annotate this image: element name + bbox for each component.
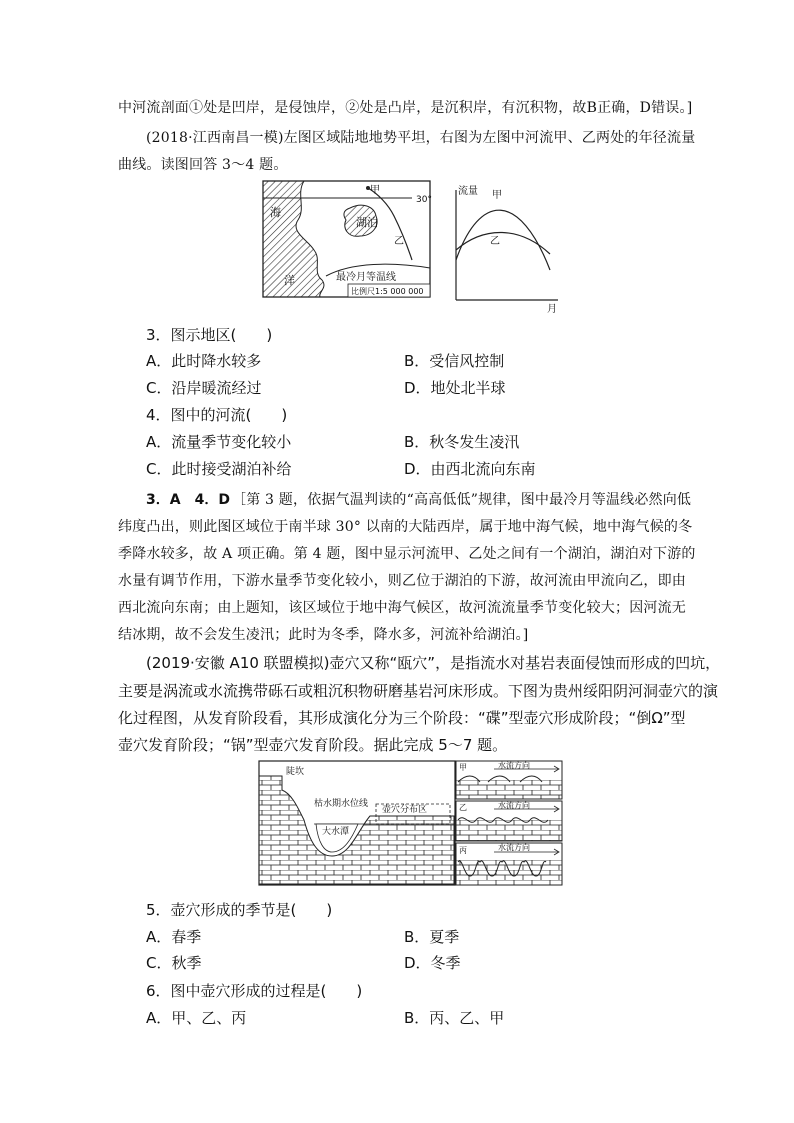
- flow-chart: [450, 182, 565, 314]
- q3-stem: 3．图示地区( ): [146, 326, 273, 344]
- chart-xlabel: 月: [547, 304, 557, 314]
- chart-series-yi-label: 乙: [490, 236, 500, 247]
- q6-option-a[interactable]: A．甲、乙、丙: [146, 1009, 247, 1027]
- answer-3-4-line1: ［第 3 题，依据气温判读的“高高低低”规律，图中最冷月等温线必然向低: [232, 492, 692, 508]
- stage-yi-label: 乙: [459, 803, 467, 812]
- q5-option-a[interactable]: A．春季: [146, 928, 202, 946]
- q4-option-d[interactable]: D．由西北流向东南: [404, 460, 536, 478]
- stage-jia-label: 甲: [459, 763, 467, 772]
- q5-option-d[interactable]: D．冬季: [404, 954, 461, 972]
- q3-option-b[interactable]: B．受信风控制: [404, 352, 505, 370]
- q4-option-c[interactable]: C．此时接受湖泊补给: [146, 460, 292, 478]
- q4-option-b[interactable]: B．秋冬发生凌汛: [404, 433, 520, 451]
- region-map-figure: [262, 180, 432, 300]
- q5-option-c[interactable]: C．秋季: [146, 954, 202, 972]
- answer-3-4-line6: 结冰期，故不会发生凌汛；此时为冬季，降水多，河流补给湖泊。]: [118, 627, 529, 643]
- fig2-pool-label: 大水潭: [322, 827, 350, 837]
- fig2-cliff-label: 陡坎: [286, 767, 305, 777]
- stage-jia-flow-label: 水流方向: [498, 761, 530, 770]
- fig2-zone-label: 壶穴分布区: [382, 805, 428, 815]
- answer-3-4-line4: 水量有调节作用，下游水量季节变化较小，则乙位于湖泊的下游，故河流由甲流向乙，即由: [118, 573, 686, 589]
- stage-bing-flow-label: 水流方向: [498, 843, 530, 852]
- chart-ylabel: 流量: [458, 186, 478, 197]
- stage-yi-flow-label: 水流方向: [498, 801, 530, 810]
- map-yi-label: 乙: [394, 236, 404, 247]
- intro-5-7-line2: 主要是涡流或水流携带砾石或粗沉积物研磨基岩河床形成。下图为贵州绥阳阴河洞壶穴的演: [118, 682, 719, 700]
- series-yi-line: [456, 232, 550, 254]
- intro-5-7-line4: 壶穴发育阶段；“锅”型壶穴发育阶段。据此完成 5～7 题。: [118, 736, 508, 754]
- q5-option-b[interactable]: B．夏季: [404, 928, 460, 946]
- map-sea-label: 海: [270, 206, 281, 219]
- q3-option-a[interactable]: A．此时降水较多: [146, 352, 262, 370]
- stage-bing-label: 丙: [459, 846, 467, 855]
- map-scale-label: 比例尺1:5 000 000: [351, 287, 424, 296]
- q6-stem: 6．图中壶穴形成的过程是( ): [146, 982, 363, 1000]
- answer-3-4-line3: 季降水较多，故 A 项正确。第 4 题，图中显示河流甲、乙处之间有一个湖泊，湖泊对下游的: [118, 546, 696, 562]
- map-jia-label: 甲: [370, 185, 380, 196]
- q4-stem: 4．图中的河流( ): [146, 406, 288, 424]
- q6-option-b[interactable]: B．丙、乙、甲: [404, 1009, 505, 1027]
- chart-series-jia-label: 甲: [492, 190, 502, 201]
- intro-3-4-line1: (2018·江西南昌一模)左图区域陆地地势平坦，右图为左图中河流甲、乙两处的年径流量: [146, 130, 696, 146]
- answer-3-4-line2: 纬度凸出，则此图区域位于南半球 30° 以南的大陆西岸，属于地中海气候，地中海气候的冬: [118, 519, 693, 535]
- map-isotherm-label: 最冷月等温线: [336, 272, 396, 283]
- explanation-line: 中河流剖面①处是凹岸，是侵蚀岸，②处是凸岸，是沉积岸，有沉积物，故B正确，D错误。]: [118, 100, 693, 116]
- pothole-evolution-figure: [258, 760, 564, 886]
- fig2-lowwater-label: 枯水期水位线: [314, 799, 369, 809]
- answer-3-4-line5: 西北流向东南；由上题知，该区域位于地中海气候区，故河流流量季节变化较大；因河流无: [118, 600, 686, 616]
- map-lake-label: 湖泊: [356, 216, 378, 229]
- q3-option-d[interactable]: D．地处北半球: [404, 379, 506, 397]
- intro-5-7-line3: 化过程图，从发育阶段看，其形成演化分为三个阶段：“碟”型壶穴形成阶段；“倒Ω”型: [118, 709, 686, 727]
- q3-option-c[interactable]: C．沿岸暖流经过: [146, 379, 262, 397]
- stage-yi-panel: [456, 800, 562, 841]
- q4-option-a[interactable]: A．流量季节变化较小: [146, 433, 292, 451]
- intro-3-4-line2: 曲线。读图回答 3～4 题。: [118, 157, 288, 173]
- q5-stem: 5．壶穴形成的季节是( ): [146, 901, 333, 919]
- intro-5-7-line1: (2019·安徽 A10 联盟模拟)壶穴又称“瓯穴”，是指流水对基岩表面侵蚀而形成的凹坑，: [146, 654, 721, 672]
- map-ocean-label: 洋: [284, 274, 295, 287]
- stage-bing-panel: [456, 842, 562, 885]
- stage-jia-panel: [456, 760, 562, 799]
- map-latitude-label: 30°: [416, 195, 432, 205]
- answer-3-4-head: 3．A 4．D: [146, 492, 230, 508]
